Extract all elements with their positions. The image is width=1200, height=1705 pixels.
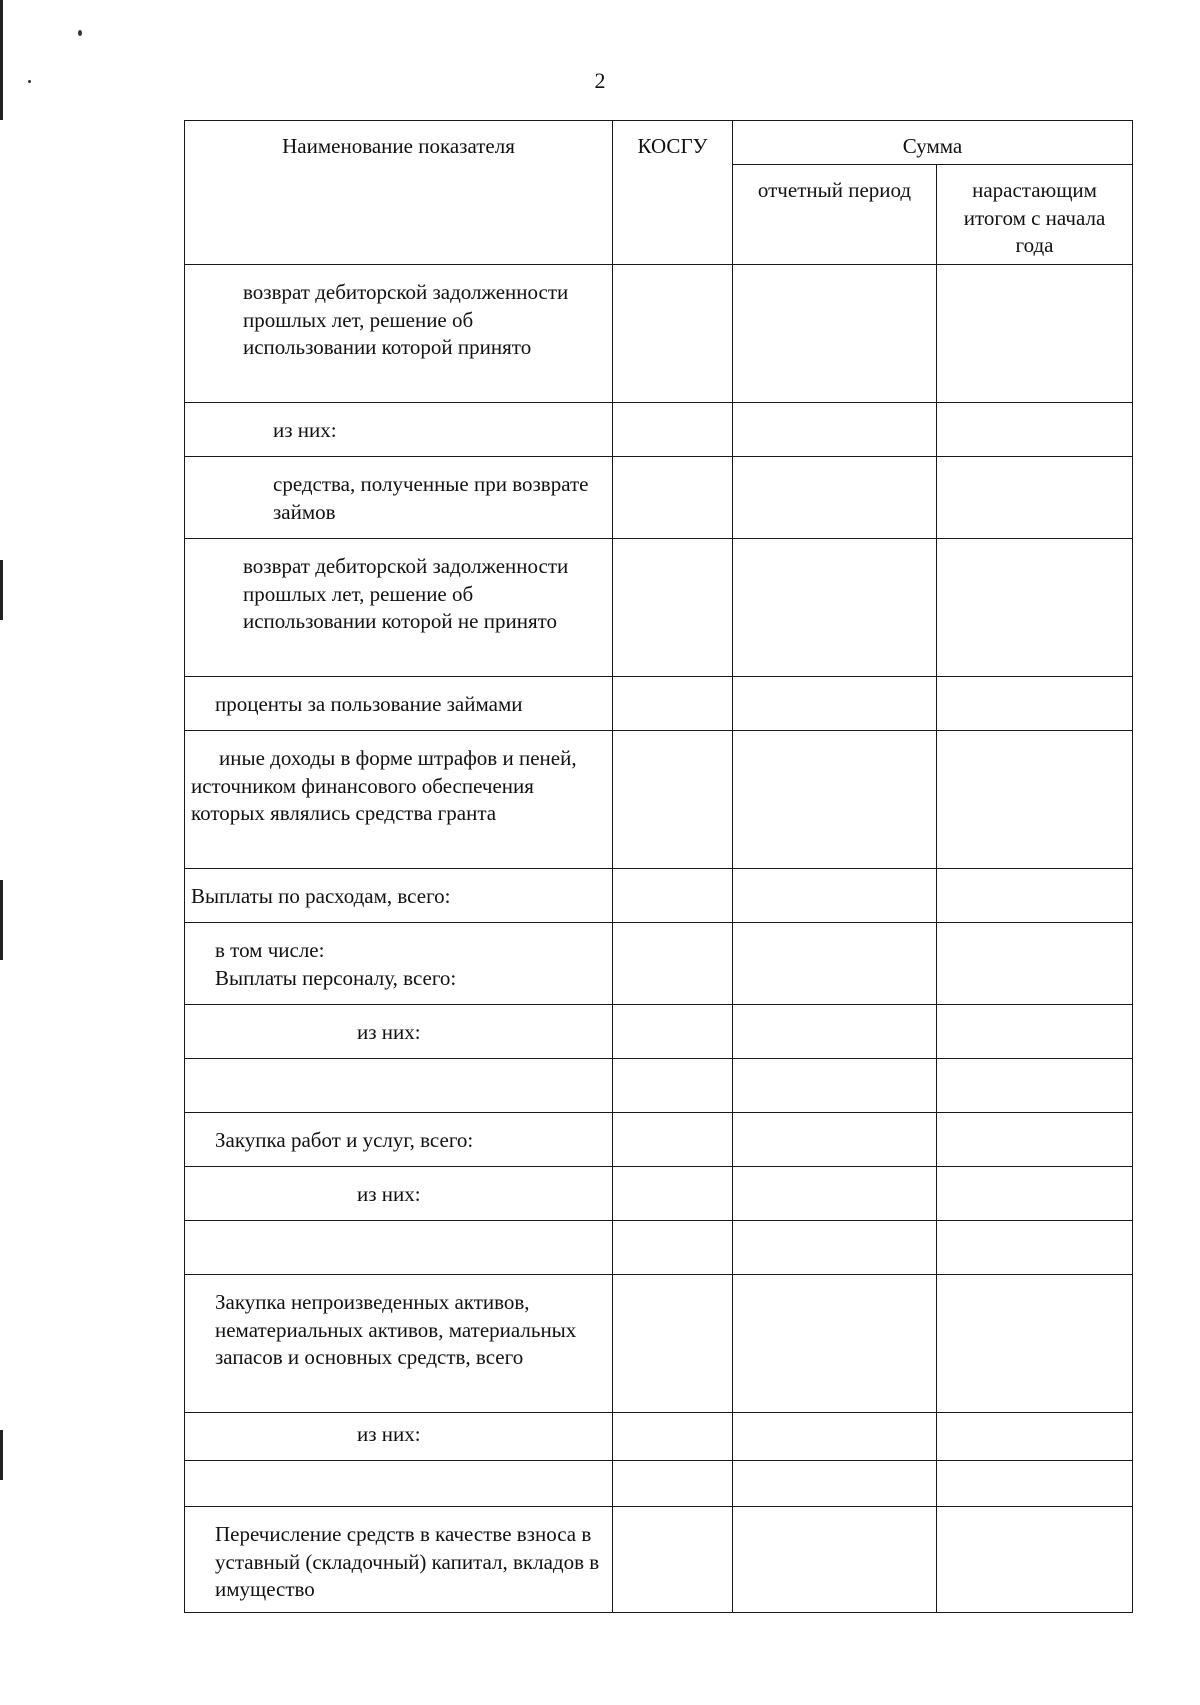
row-period-cell xyxy=(733,1005,937,1059)
header-sum: Сумма xyxy=(733,121,1133,165)
scan-edge-mark xyxy=(0,0,3,120)
row-name xyxy=(185,1221,613,1275)
header-kosgu: КОСГУ xyxy=(613,121,733,265)
row-cumulative-cell xyxy=(937,731,1133,869)
row-kosgu-cell xyxy=(613,1413,733,1461)
scan-speck xyxy=(78,30,82,36)
row-period-cell xyxy=(733,731,937,869)
row-kosgu-cell xyxy=(613,457,733,539)
row-kosgu-cell xyxy=(613,1275,733,1413)
row-cumulative-cell xyxy=(937,539,1133,677)
row-period-cell xyxy=(733,1275,937,1413)
row-cumulative-cell xyxy=(937,1275,1133,1413)
row-name: проценты за пользование займами xyxy=(185,677,613,731)
row-name: Закупка работ и услуг, всего: xyxy=(185,1113,613,1167)
row-name: из них: xyxy=(185,1005,613,1059)
row-cumulative-cell xyxy=(937,1005,1133,1059)
row-name: Закупка непроизведенных активов, нематериальных активов, материальных запасов и основных средств, всего xyxy=(185,1275,613,1413)
row-kosgu-cell xyxy=(613,923,733,1005)
header-indicator-name: Наименование показателя xyxy=(185,121,613,265)
row-name: иные доходы в форме штрафов и пеней, источником финансового обеспечения которых являлись средства гранта xyxy=(185,731,613,869)
page-number: 2 xyxy=(594,68,606,93)
row-cumulative-cell xyxy=(937,1461,1133,1507)
row-name: возврат дебиторской задолженности прошлых лет, решение об использовании которой не принято xyxy=(185,539,613,677)
row-cumulative-cell xyxy=(937,1507,1133,1613)
row-name: из них: xyxy=(185,403,613,457)
row-cumulative-cell xyxy=(937,869,1133,923)
row-kosgu-cell xyxy=(613,539,733,677)
scan-edge-mark xyxy=(0,880,3,960)
scan-edge-mark xyxy=(0,1430,3,1480)
row-period-cell xyxy=(733,869,937,923)
row-name xyxy=(185,1461,613,1507)
row-kosgu-cell xyxy=(613,869,733,923)
scan-edge-mark xyxy=(0,560,3,620)
report-table xyxy=(184,120,1133,1613)
row-kosgu-cell xyxy=(613,1507,733,1613)
row-kosgu-cell xyxy=(613,265,733,403)
row-cumulative-cell xyxy=(937,1413,1133,1461)
row-period-cell xyxy=(733,265,937,403)
row-name: из них: xyxy=(185,1167,613,1221)
row-kosgu-cell xyxy=(613,1461,733,1507)
row-period-cell xyxy=(733,457,937,539)
row-cumulative-cell xyxy=(937,677,1133,731)
row-kosgu-cell xyxy=(613,1221,733,1275)
row-period-cell xyxy=(733,677,937,731)
row-cumulative-cell xyxy=(937,1113,1133,1167)
row-cumulative-cell xyxy=(937,1167,1133,1221)
row-period-cell xyxy=(733,539,937,677)
row-cumulative-cell xyxy=(937,403,1133,457)
row-name: возврат дебиторской задолженности прошлых лет, решение об использовании которой принято xyxy=(185,265,613,403)
row-name-line: в том числе: xyxy=(215,938,325,963)
row-name: Перечисление средств в качестве взноса в уставный (складочный) капитал, вкладов в имущество xyxy=(185,1507,613,1613)
row-period-cell xyxy=(733,1221,937,1275)
row-period-cell xyxy=(733,1413,937,1461)
row-name-line: Выплаты персоналу, всего: xyxy=(215,965,457,990)
row-period-cell xyxy=(733,1461,937,1507)
row-period-cell xyxy=(733,1167,937,1221)
row-kosgu-cell xyxy=(613,403,733,457)
row-cumulative-cell xyxy=(937,265,1133,403)
row-name: средства, полученные при возврате займов xyxy=(185,457,613,539)
row-period-cell xyxy=(733,1113,937,1167)
row-cumulative-cell xyxy=(937,1221,1133,1275)
row-period-cell xyxy=(733,1507,937,1613)
header-reporting-period: отчетный период xyxy=(733,165,937,265)
row-period-cell xyxy=(733,923,937,1005)
row-kosgu-cell xyxy=(613,677,733,731)
row-period-cell xyxy=(733,1059,937,1113)
row-name: Выплаты по расходам, всего: xyxy=(185,869,613,923)
row-cumulative-cell xyxy=(937,1059,1133,1113)
row-kosgu-cell xyxy=(613,731,733,869)
row-name xyxy=(185,923,613,1005)
row-period-cell xyxy=(733,403,937,457)
row-kosgu-cell xyxy=(613,1167,733,1221)
row-cumulative-cell xyxy=(937,923,1133,1005)
row-cumulative-cell xyxy=(937,457,1133,539)
row-name xyxy=(185,1059,613,1113)
row-kosgu-cell xyxy=(613,1113,733,1167)
row-kosgu-cell xyxy=(613,1005,733,1059)
row-kosgu-cell xyxy=(613,1059,733,1113)
row-name: из них: xyxy=(185,1413,613,1461)
header-cumulative: нарастающим итогом с начала года xyxy=(937,165,1133,265)
